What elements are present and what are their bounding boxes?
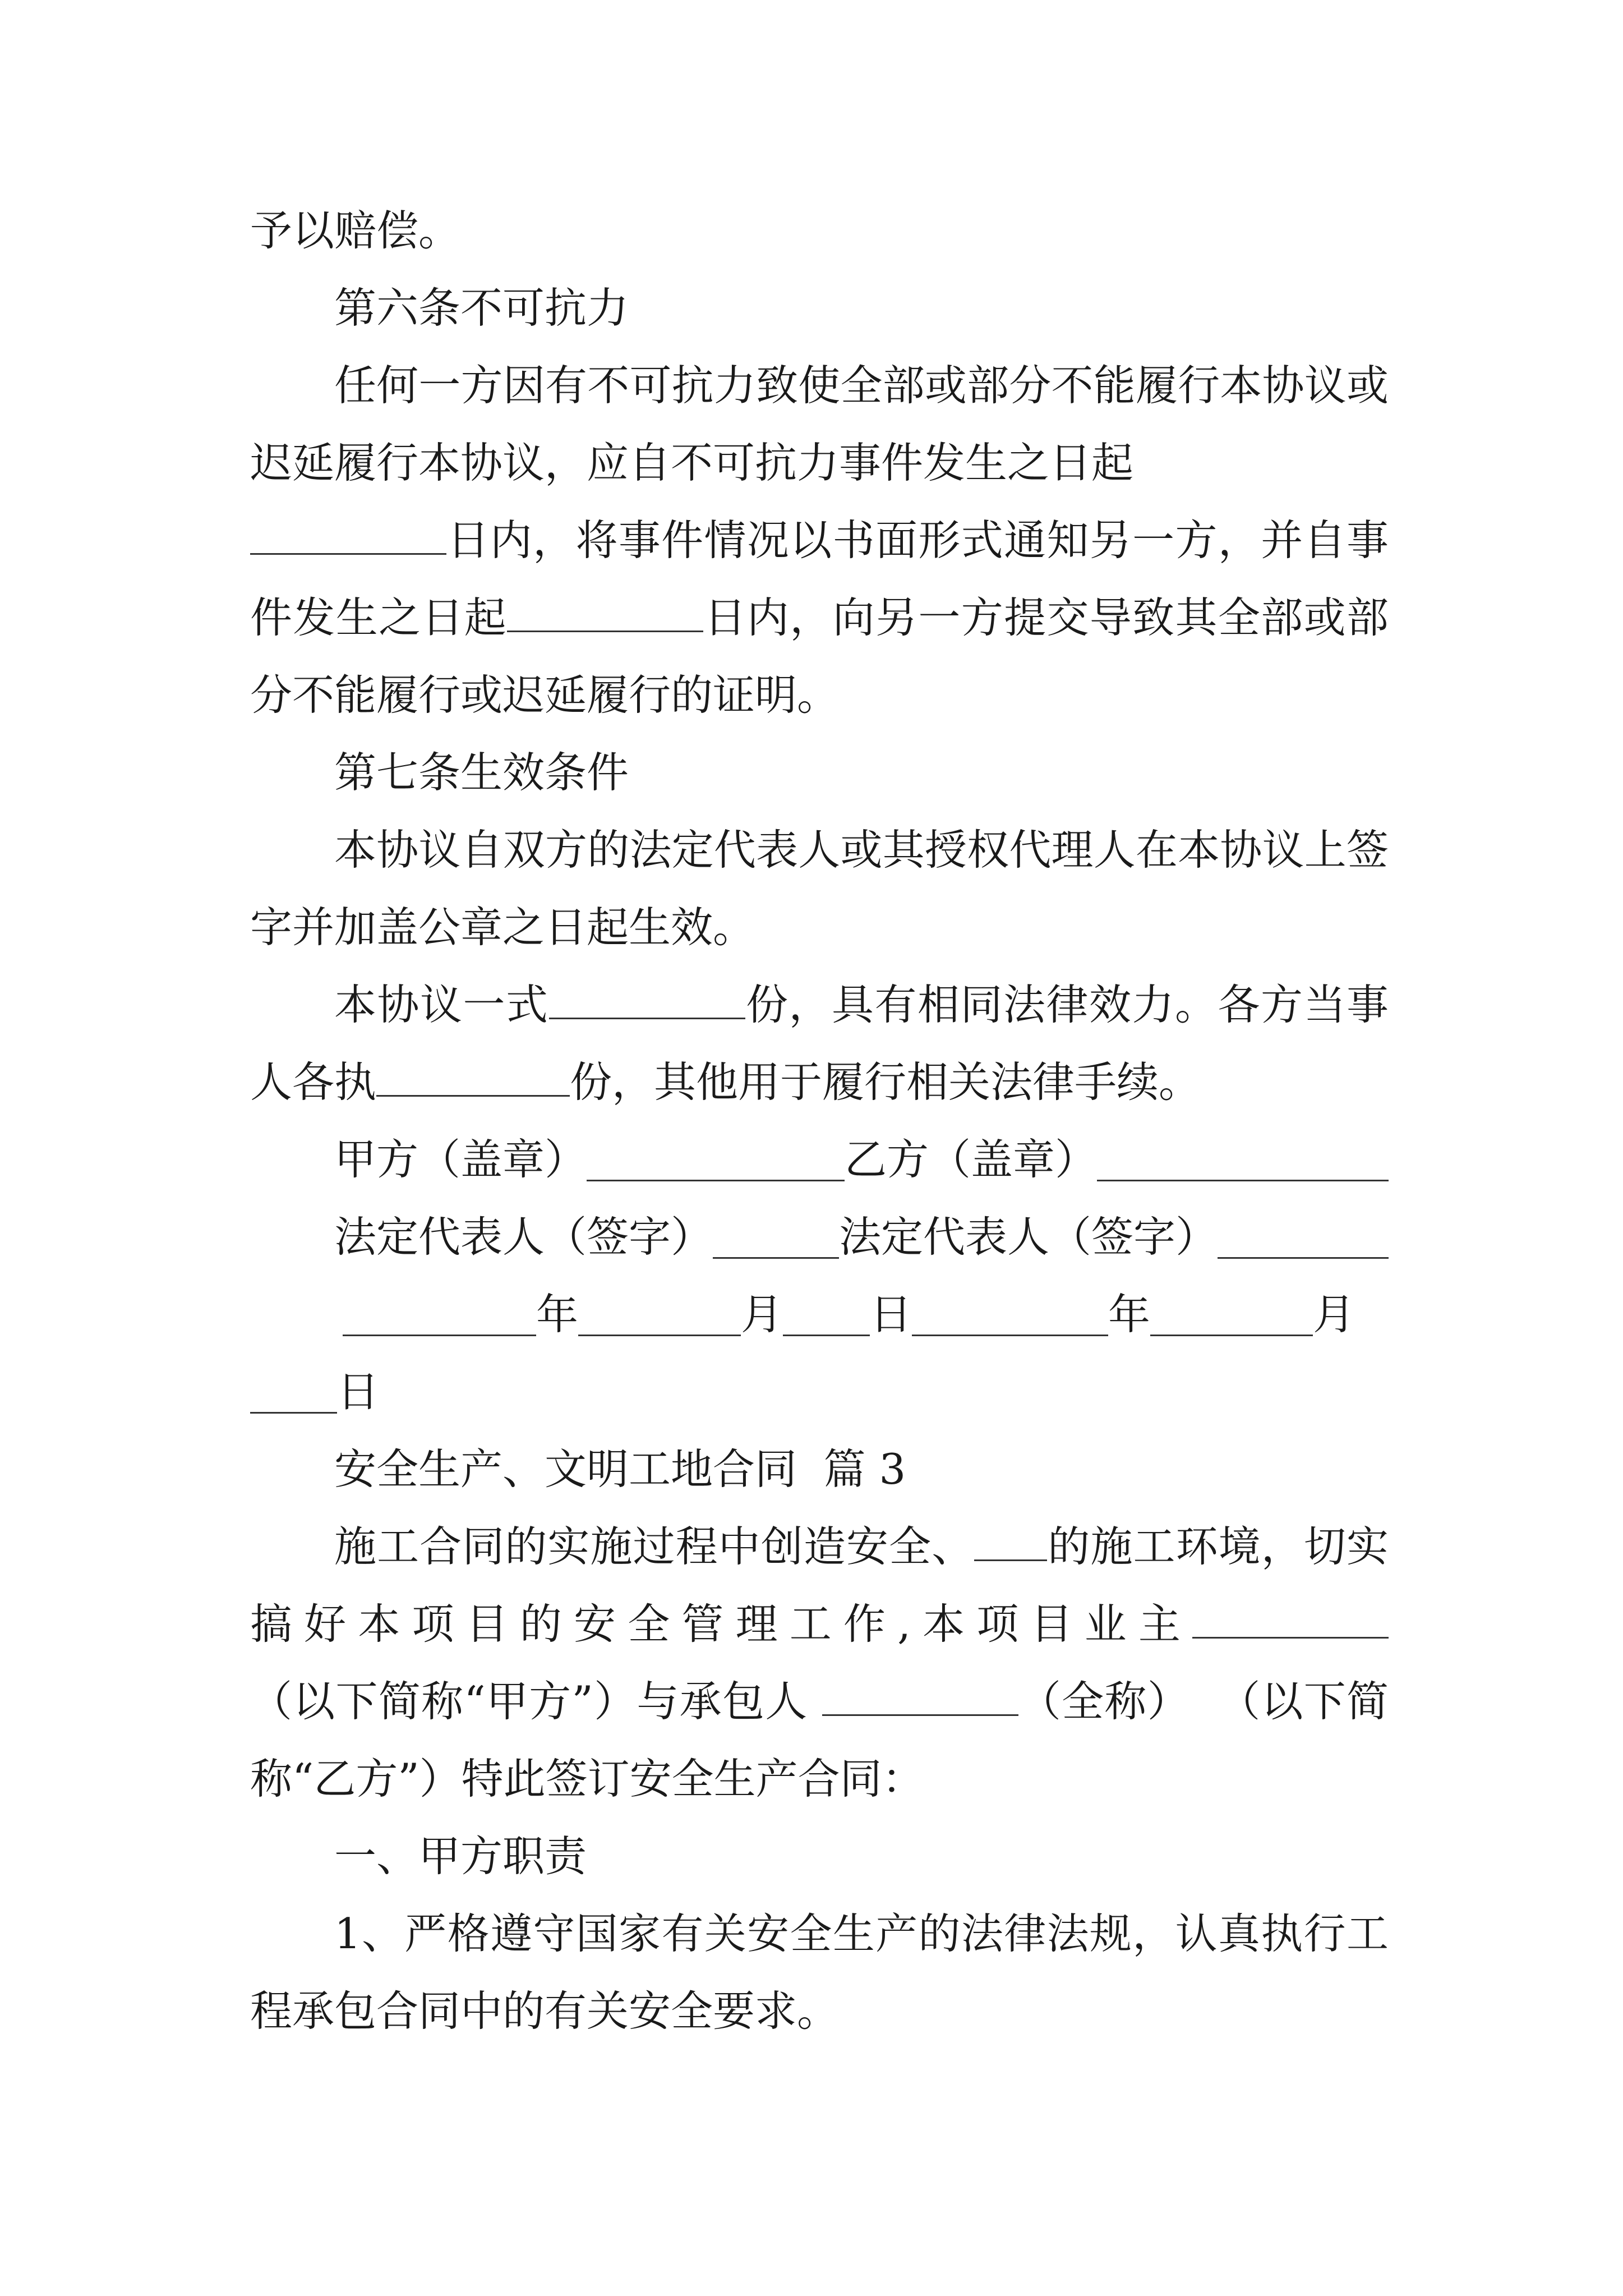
article-heading	[250, 269, 1389, 347]
blank-line	[1192, 1598, 1389, 1639]
text-span: 1、严格遵守国家有关安全生产的法律法规，认真执行工程承包合同中的有关安全要求。	[250, 1909, 1389, 2036]
text-span: 任何一方因有不可抗力致使全部或部分不能履行本协议或迟延履行本协议，应自不可抗力事件发生之日起	[250, 361, 1389, 487]
signature-row	[250, 1198, 1389, 1276]
blank-line	[1097, 1140, 1389, 1181]
blank-line	[578, 1295, 741, 1336]
paragraph	[250, 192, 1389, 269]
day-label: 日	[870, 1290, 912, 1339]
text-span: 份，其他用于履行相关法律手续。	[570, 1057, 1201, 1107]
paragraph	[250, 347, 1389, 734]
text-span: 施工合同的实施过程中创造安全、	[334, 1522, 975, 1571]
blank-line	[507, 591, 703, 632]
paragraph	[250, 1508, 1389, 1818]
heading-text: 安全生产、文明工地合同 篇 3	[334, 1444, 906, 1494]
year-label: 年	[1108, 1290, 1151, 1339]
blank-line	[250, 514, 446, 555]
list-item	[250, 1895, 1389, 2050]
blank-line	[1218, 1218, 1389, 1259]
month-label: 月	[741, 1290, 783, 1339]
text-span: （全称） （以下简称“乙方”）特此签订安全生产合同：	[250, 1677, 1389, 1803]
blank-line	[376, 1056, 570, 1097]
blank-line	[549, 978, 745, 1019]
text-span: 份，具有相同法律效力。各方当事人各执	[250, 980, 1389, 1107]
blank-line	[912, 1295, 1108, 1336]
paragraph	[250, 811, 1389, 966]
text-line: 予以赔偿。	[250, 206, 461, 255]
date-row	[250, 1276, 1389, 1353]
year-label: 年	[536, 1290, 579, 1339]
article-heading	[250, 734, 1389, 811]
blank-line	[783, 1295, 870, 1336]
day-label: 日	[337, 1367, 380, 1416]
text-span: 本协议自双方的法定代表人或其授权代理人在本协议上签字并加盖公章之日起生效。	[250, 825, 1389, 952]
paragraph	[250, 966, 1389, 1121]
seal-row	[250, 1121, 1389, 1198]
section-heading	[250, 1430, 1389, 1508]
text-span: 的施工环境，切实搞好本项目的安全管理工作,本项目业主	[250, 1522, 1389, 1649]
blank-line	[250, 1373, 337, 1414]
party-a-seal-label: 甲方（盖章）	[334, 1135, 587, 1184]
blank-line	[713, 1218, 839, 1259]
text-span: （以下简称“甲方”）与承包人	[250, 1677, 822, 1726]
blank-line	[1150, 1295, 1313, 1336]
heading-text: 第六条不可抗力	[334, 283, 629, 333]
month-label: 月	[1313, 1290, 1355, 1339]
text-span: 日内，将事件情况以书面形式通知另一方，并自事件发生之日起	[250, 516, 1389, 642]
date-row-continued	[250, 1353, 1389, 1430]
blank-line	[822, 1675, 1018, 1716]
blank-line	[587, 1140, 845, 1181]
list-heading	[250, 1818, 1389, 1895]
rep-a-label: 法定代表人（签字）	[334, 1212, 713, 1262]
rep-b-label: 法定代表人（签字）	[839, 1212, 1218, 1262]
blank-line	[974, 1520, 1047, 1561]
text-span: 日内，向另一方提交导致其全部或部分不能履行或迟延履行的证明。	[250, 593, 1389, 720]
heading-text: 第七条生效条件	[334, 748, 629, 797]
heading-text: 一、甲方职责	[334, 1832, 587, 1881]
text-span: 本协议一式	[334, 980, 549, 1029]
blank-line	[343, 1295, 536, 1336]
document-body	[250, 192, 1389, 2050]
party-b-seal-label: 乙方（盖章）	[845, 1135, 1098, 1184]
